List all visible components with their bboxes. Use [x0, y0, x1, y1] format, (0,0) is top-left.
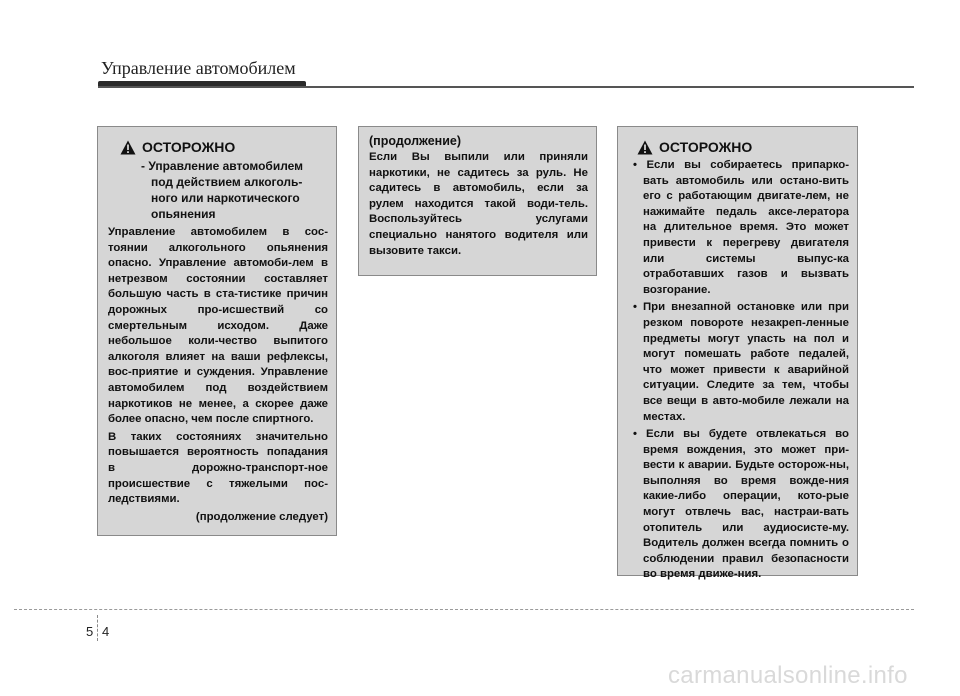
watermark: carmanualsonline.info	[668, 662, 908, 689]
warning-triangle-icon	[637, 140, 653, 155]
warning-bullet: • Если вы будете отвлекаться во время вождения, это может при-вести к аварии. Будьте осторож-ны, выполняя во время вожде-ния какие-либо операции, кото-рые могут отвлечь вас, настраи-вать отопитель или аудиосисте-му. Водитель должен всегда помнить о соблюдении правил безопасности во время движе-ния.	[633, 428, 849, 581]
continuation-box	[358, 126, 597, 276]
continuation-paragraph: Если Вы выпили или приняли наркотики, не садитесь за руль. Не садитесь в автомобиль, если за рулем находится такой води-тель. Воспользуйтесь услугами специально нанятого водителя или вызовите такси.	[369, 151, 588, 257]
section-title: Управление автомобилем	[101, 58, 296, 78]
warning-bullet: • При внезапной остановке или при резком повороте незакреп-ленные предметы могут упасть на пол и могут помешать работе педалей, что может привести к аварийной ситуации. Следите за тем, чтобы все вещи в авто-мобиле лежали на местах.	[633, 301, 849, 423]
continuation-heading: (продолжение)	[369, 134, 462, 148]
warning-bullet: • Если вы собираетесь припарко-вать автомобиль или остано-вить его с работающим двигате-лем, не нажимайте педаль аксе-лератора на длительное время. Это может привести к перегреву двигателя или системы выпус-ка отработавших газов и вызвать возгорание.	[633, 159, 849, 296]
warning-box-driving	[617, 126, 858, 581]
warning-heading-text: ОСТОРОЖНО	[659, 139, 753, 155]
warning-topic: - Управление автомобилем под действием алкоголь-ного или наркотического опьянения	[141, 159, 304, 221]
warning-triangle-icon	[120, 140, 136, 155]
header-rule	[98, 86, 914, 88]
section-number: 5	[86, 624, 94, 639]
warning-box-alcohol	[97, 126, 337, 536]
warning-paragraph: В таких состояниях значительно повышается вероятность попадания в дорожно-транспорт-ное происшествие с тяжелыми пос-ледствиями.	[108, 430, 328, 506]
continued-note: (продолжение следует)	[195, 510, 328, 523]
warning-heading-text: ОСТОРОЖНО	[142, 139, 236, 155]
page-number: 4	[102, 624, 110, 639]
page-number-divider	[97, 615, 98, 641]
warning-heading	[108, 138, 328, 156]
warning-heading	[627, 138, 849, 156]
footer-rule	[14, 609, 914, 610]
warning-paragraph: Управление автомобилем в сос-тоянии алкогольного опьянения опасно. Управление автомоби-лем в нетрезвом состоянии составляет большую часть в ста-тистике причин дорожных про-исшествий со смертельным исходом. Даже небольшое коли-чество выпитого алкоголя влияет на ваши рефлексы, вос-приятие и суждения. Управление автомобилем под воздействием наркотиков не менее, а скорее даже более опасно, чем после спиртного.	[108, 226, 328, 426]
